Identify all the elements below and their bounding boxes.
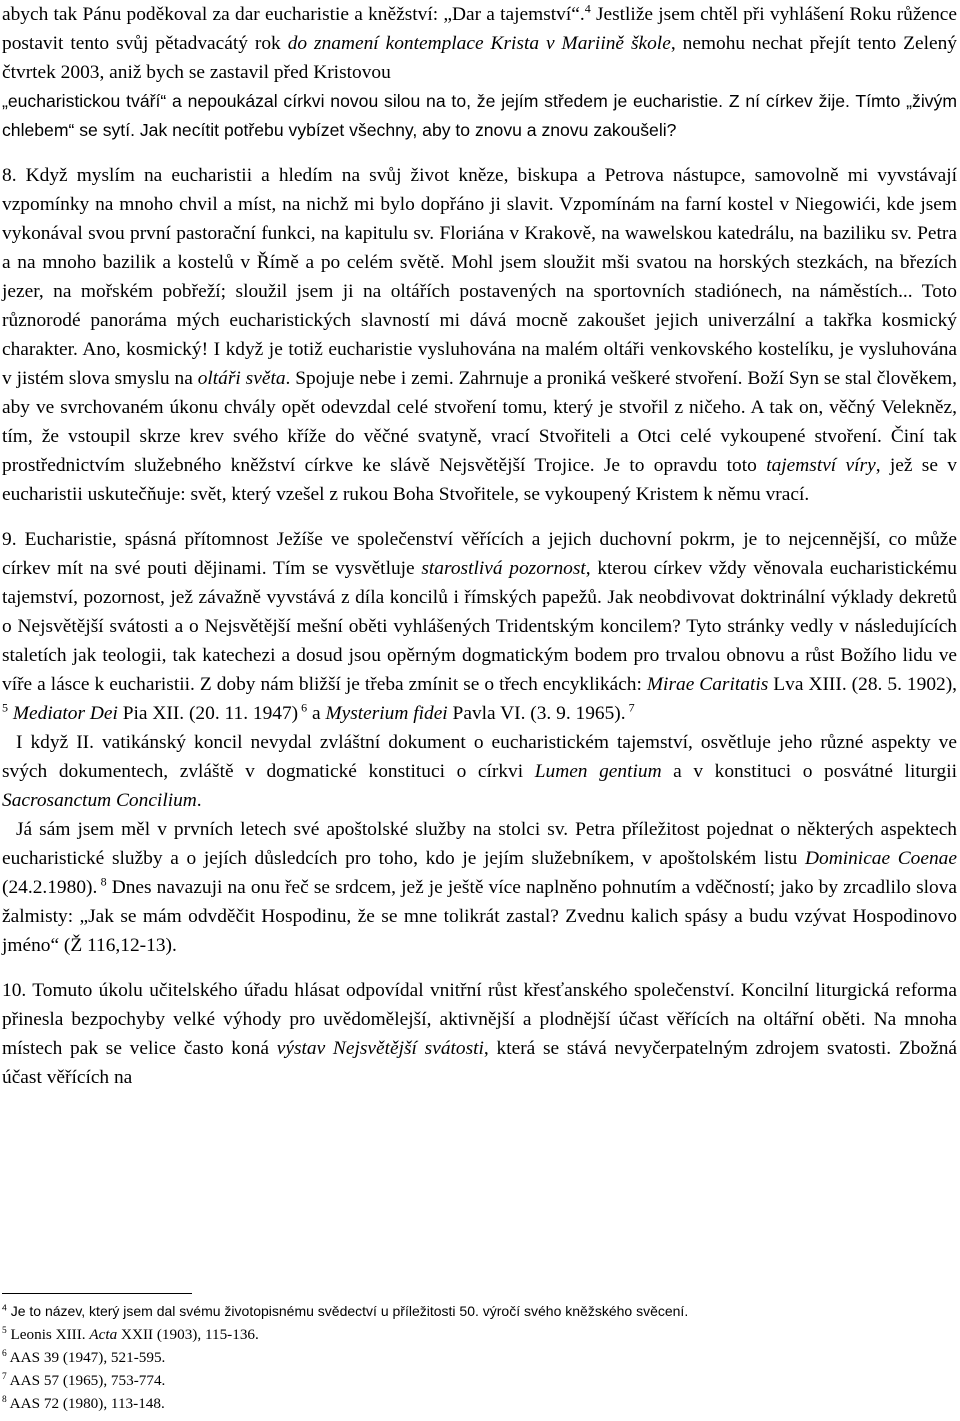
text-run: , která se stává nevyčerpatelným zdrojem svatosti. Zbožná účast věřících na [2, 1038, 957, 1088]
text-run: 8. Když myslím na eucharistii a hledím na svůj život kněze, biskupa a Petrova nástupce, samovolně mi vyvstávají vzpomínky na mnoho chvil a míst, na nichž mi bylo dopřáno ji slavit. Vzpomínám na farní kostel v Niegowići, kde jsem vykonával svou první pastorační funkci, na kapitulu sv. Floriána v Krakově, na wawelskou katedrálu, na baziliku sv. Petra a na mnoho bazilik a kostelů v Římě a po celém světě. Mohl jsem sloužit mši svatou na horských stezkách, na březích jezer, na mořském pobřeží; sloužil jsem ji na oltářích postavených na sportovních stadiónech, na náměstích... Toto různorodé panoráma mých eucharistických slavností mi dává mocně zakoušet jejich univerzální a takřka kosmický charakter. Ano, kosmický! I když je totiž eucharistie vysluhována na malém oltáři venkovského kostelíku, je vysluhována v jistém slova smyslu na [2, 165, 957, 389]
paragraph-9 [2, 525, 957, 728]
text-run: Jestliže jsem chtěl při vyhlášení Roku růžence postavit tento svůj pětadvacátý rok [2, 4, 957, 54]
footnote-7 [2, 1369, 957, 1392]
text-run: , jež se v eucharistii uskutečňuje: svět, který vzešel z rukou Boha Stvořitele, se vykoupený Kristem k němu vrací. [2, 455, 957, 505]
footnote-text: Leonis XIII. [10, 1326, 90, 1343]
footnote-text: Je to název, který jsem dal svému životopisnému svědectví u příležitosti 50. výročí svého kněžského svěcení. [10, 1303, 689, 1319]
footnote-ref: 5 [2, 700, 9, 715]
text-run: Já sám jsem měl v prvních letech své apoštolské služby na stolci sv. Petra příležitost pojednat o některých aspektech eucharistické služby a o jejích důsledcích pro toho, kdo je jejím služebníkem, v apoštolském listu [2, 819, 957, 869]
text-run: 9. Eucharistie, spásná přítomnost Ježíše ve společenství věřících a jejich duchovní pokrm, je to nejcennější, co může církev mít na své pouti dějinami. Tím se vysvětluje [2, 529, 957, 579]
text-run: Dnes navazuji na onu řeč se srdcem, jež je ještě více naplněno pohnutím a vděčností; jako by zrcadlilo slova žalmisty: „Jak se mám odvděčit Hospodinu, že se mne tolikrát zastal? Zvednu kalich spásy a budu vzývat Hospodinovo jméno“ (Ž 116,12-13). [2, 877, 957, 956]
text-run: , kterou církev vždy věnovala eucharistickému tajemství, pozornost, jež závažně vyvstává z díla koncilů i římských papežů. Jak neobdivovat doktrinální výklady dekretů o Nejsvětější svátosti a o Nejsvětější mešní oběti vyhlášených Tridentským koncilem? Tyto stránky vedly v následujících staletích jak teologii, tak katechezi a dosud jsou opěrným dogmatickým bodem pro trvalou obnovu a růst Božího lidu ve víře a lásce k eucharistii. Z doby nám bližší je třeba zmínit se o třech encyklikách: [2, 558, 957, 695]
text-run: Pavla VI. (3. 9. 1965). [447, 703, 626, 724]
footnote-number: 6 [2, 1348, 7, 1359]
footnote-number: 4 [2, 1302, 7, 1313]
footnote-text: AAS 39 (1947), 521-595. [9, 1349, 166, 1366]
paragraph-personal [2, 815, 957, 960]
footnote-text: AAS 72 (1980), 113-148. [9, 1395, 165, 1412]
footnote-6 [2, 1346, 957, 1369]
footnote-ref: 7 [625, 700, 635, 715]
paragraph-opening [2, 0, 957, 87]
footnote-number: 8 [2, 1394, 7, 1405]
footnote-number: 7 [2, 1371, 7, 1382]
text-run: a [307, 703, 326, 724]
text-run: „eucharistickou tváří“ a nepoukázal církvi novou silou na to, že jejím středem je eucharistie. Z ní církev žije. Tímto „živým chlebem“ se sytí. Jak necítit potřebu vybízet všechny, aby to znovu a znovu zakoušeli? [2, 91, 957, 140]
footnote-text: AAS 57 (1965), 753-774. [9, 1372, 166, 1389]
text-run: . Spojuje nebe i zemi. Zahrnuje a proniká veškeré stvoření. Boží Syn se stal člověkem, aby ve svrchovaném úkonu chvály opět odevzdal celé stvoření tomu, který je stvořil z ničeho. A tak on, věčný Velekněz, tím, že vstoupil skrze krev svého kříže do věčné svatyně, vrací Stvořiteli a Otci celé vykoupené stvoření. Činí tak prostřednictvím služebného kněžství církve ke slávě Nejsvětější Trojice. Je to opravdu toto [2, 368, 957, 476]
footnote-ref: 4 [584, 1, 591, 16]
text-run: 10. Tomuto úkolu učitelského úřadu hlásat odpovídal vnitřní růst křesťanského společenství. Koncilní liturgická reforma přinesla bezpochyby velké výhody pro uvědomělejší, aktivnější a plodnější účast věřících na oltářní oběti. Na mnoha místech pak se velice často koná [2, 980, 957, 1059]
italic-run: Lumen gentium [534, 761, 662, 782]
italic-run: oltáři světa [197, 368, 286, 389]
footnote-5 [2, 1323, 957, 1346]
italic-run: Mediator Dei [12, 703, 118, 724]
text-run: abych tak Pánu poděkoval za dar eucharistie a kněžství: „Dar a tajemství“. [2, 4, 585, 25]
footnote-number: 5 [2, 1325, 7, 1336]
text-run: Lva XIII. (28. 5. 1902), [768, 674, 958, 695]
footnotes [2, 1300, 957, 1415]
italic-run: starostlivá pozornost [421, 558, 586, 579]
footnote-8 [2, 1392, 957, 1415]
paragraph-opening-cont [2, 87, 957, 145]
paragraph-council [2, 728, 957, 815]
footnote-ref: 8 [97, 874, 107, 889]
text-run: . [196, 790, 202, 811]
italic-run: Mysterium fidei [325, 703, 448, 724]
text-run: Pia XII. (20. 11. 1947) [117, 703, 299, 724]
footnote-4 [2, 1300, 957, 1323]
italic-run: Acta [89, 1326, 118, 1343]
footnote-ref: 6 [298, 700, 308, 715]
italic-run: výstav Nejsvětější svátosti [276, 1038, 484, 1059]
italic-run: tajemství víry [766, 455, 876, 476]
document-body [2, 0, 957, 1092]
footnote-text: XXII (1903), 115-136. [117, 1326, 259, 1343]
text-run: I když II. vatikánský koncil nevydal zvláštní dokument o eucharistickém tajemství, osvětluje jeho různé aspekty ve svých dokumentech, zvláště v dogmatické konstituci o církvi [2, 732, 957, 782]
paragraph-8 [2, 161, 957, 509]
italic-run: Dominicae Coenae [805, 848, 957, 869]
footnote-divider [2, 1293, 192, 1294]
paragraph-10 [2, 976, 957, 1092]
text-run: (24.2.1980). [2, 877, 98, 898]
italic-run: Mirae Caritatis [646, 674, 769, 695]
italic-run: do znamení kontemplace Krista v Mariině škole [287, 33, 671, 54]
text-run: a v konstituci o posvátné liturgii [661, 761, 957, 782]
text-run: , nemohu nechat přejít tento Zelený čtvrtek 2003, aniž bych se zastavil před Kristovou [2, 33, 958, 83]
italic-run: Sacrosanctum Concilium [2, 790, 197, 811]
